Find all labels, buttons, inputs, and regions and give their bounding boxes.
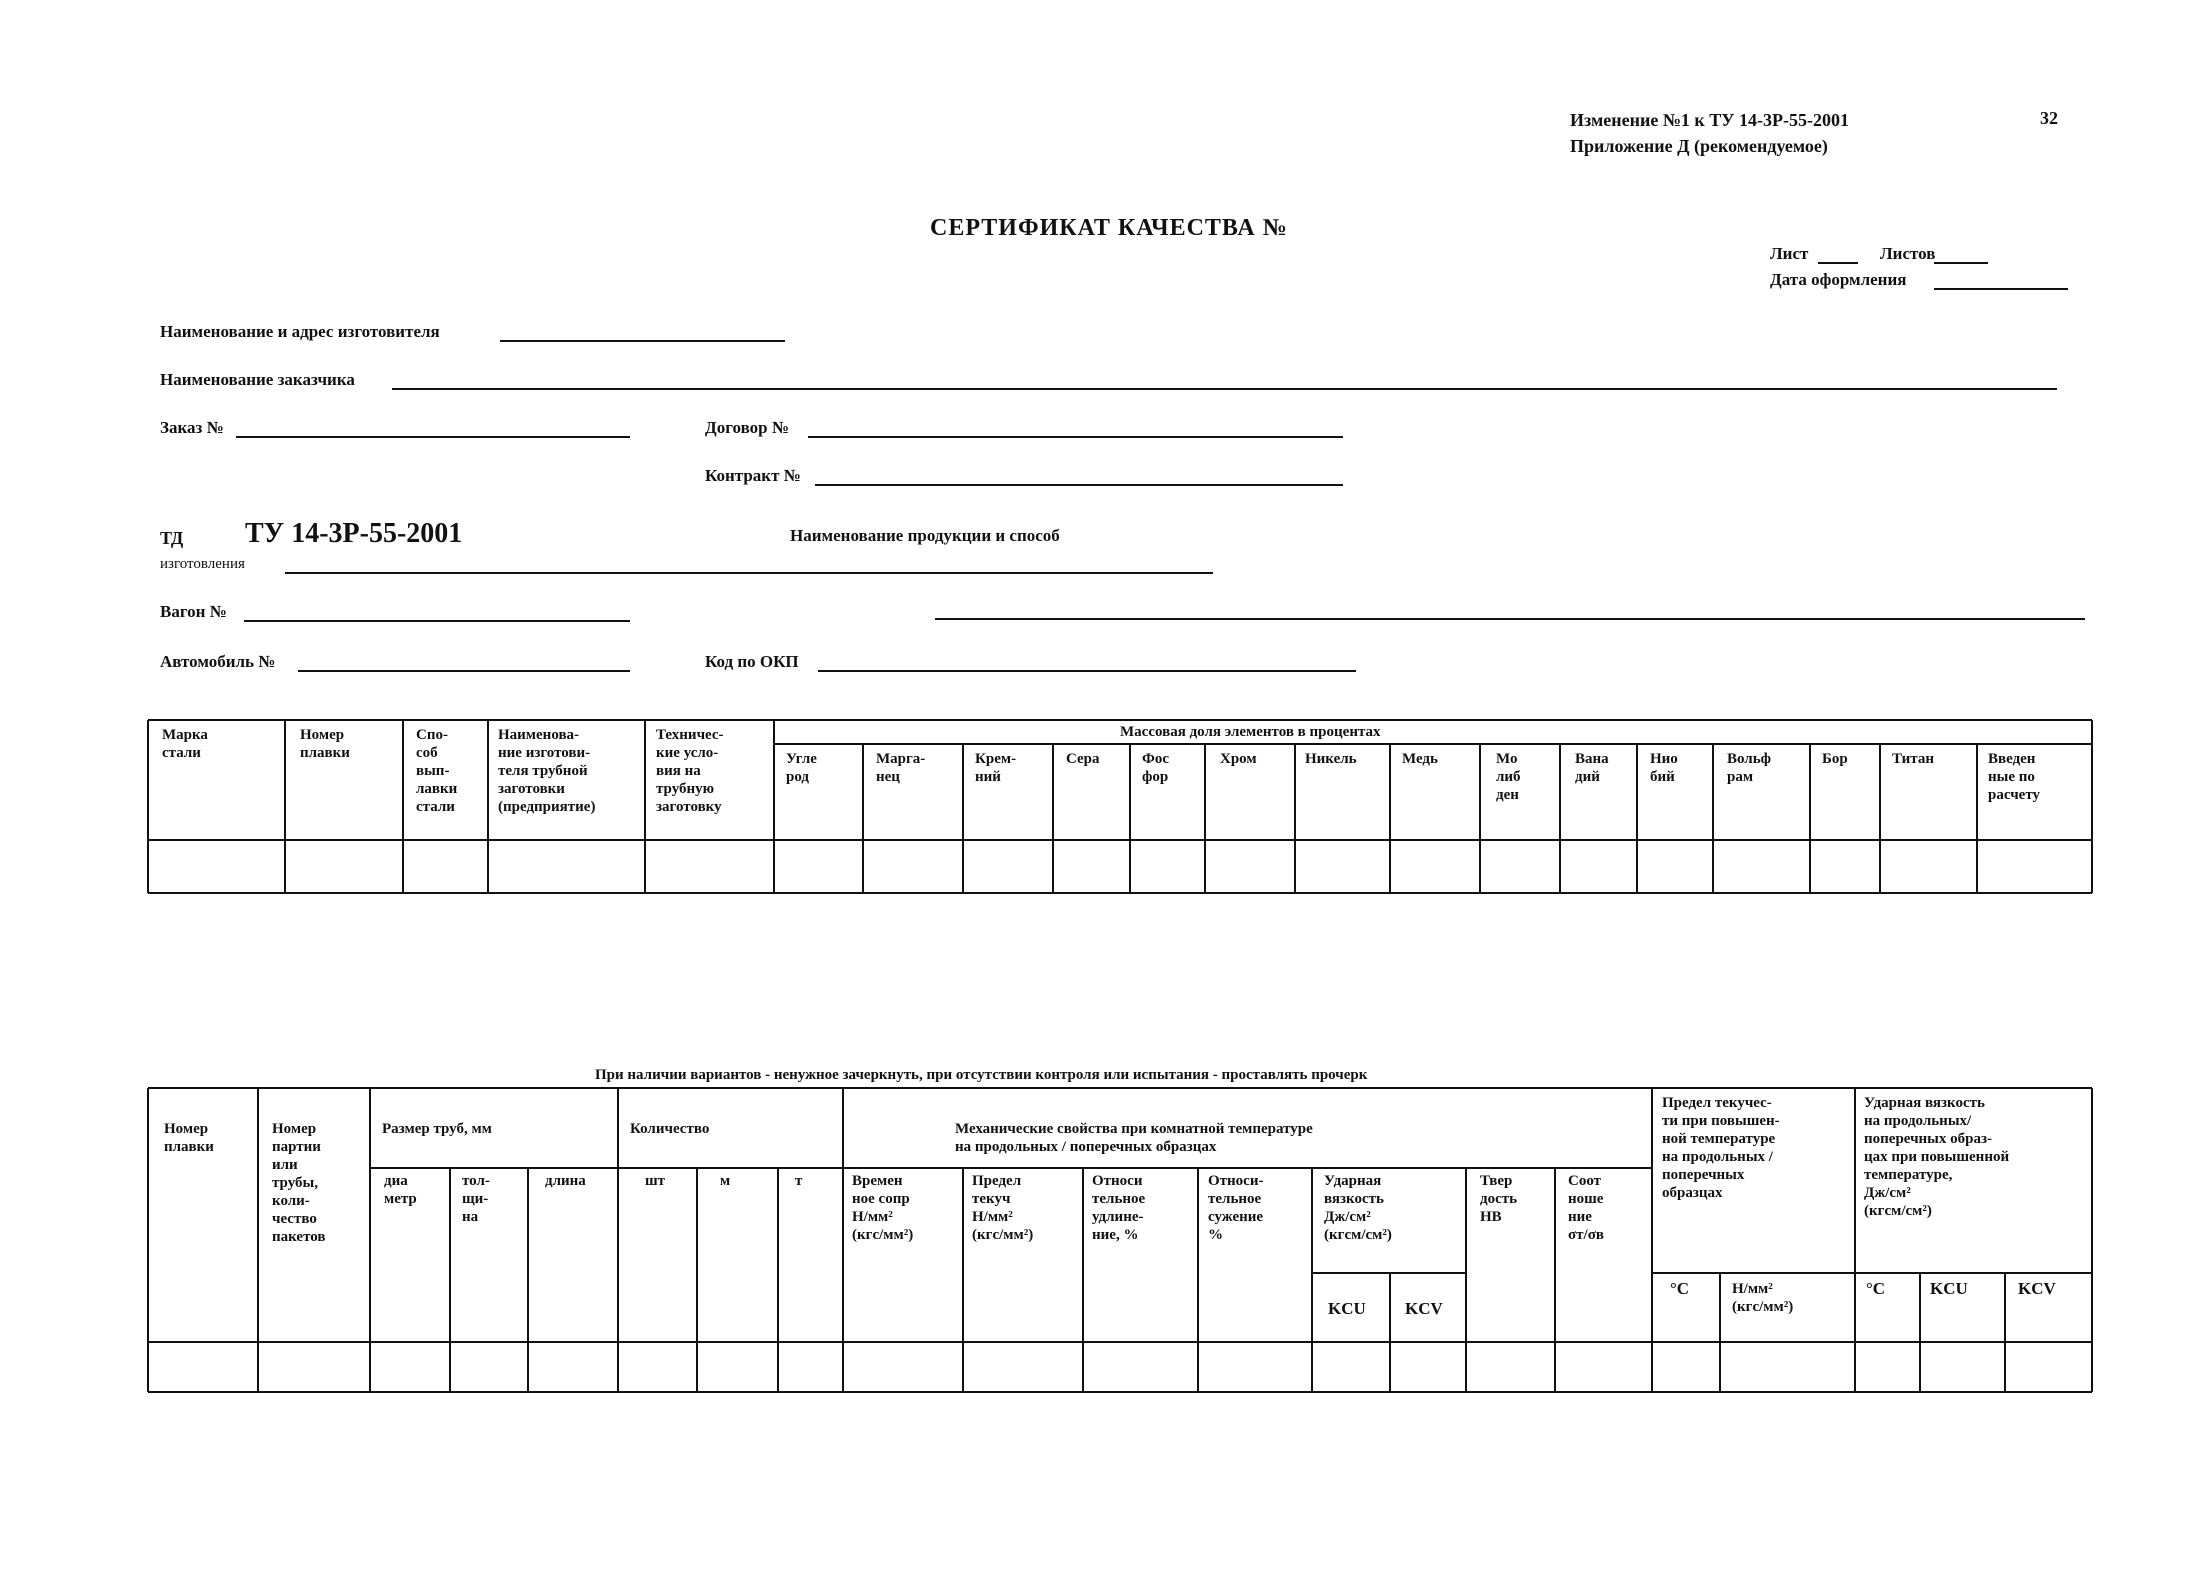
col-yield-strength: Предел текуч Н/мм² (кгс/мм²)	[972, 1173, 1034, 1243]
kontrakt-label: Контракт №	[705, 466, 801, 485]
col-yield-hot-temp: °С	[1670, 1279, 1690, 1298]
col-carbon: Угле род	[786, 751, 817, 785]
td-label: ТД	[160, 528, 184, 548]
date-label: Дата оформления	[1770, 270, 1907, 289]
col-yield-hot-value: Н/мм² (кгс/мм²)	[1732, 1281, 1794, 1315]
col-billet-manufacturer: Наименова- ние изготови- теля трубной заготовки (предприятие)	[498, 727, 596, 815]
col-impact-hot-temp: °С	[1866, 1279, 1886, 1298]
col-nickel: Никель	[1305, 751, 1357, 767]
col-manganese: Марга- нец	[876, 751, 926, 785]
col-boron: Бор	[1822, 751, 1848, 767]
col-technical-conditions: Техничес- кие усло- вия на трубную заготовку	[656, 727, 724, 815]
col-steel-grade: Марка стали	[162, 727, 208, 761]
col-tons: т	[795, 1173, 803, 1189]
col-pieces: шт	[645, 1173, 666, 1189]
dogovor-label: Договор №	[705, 418, 789, 437]
col-impact-strength: Ударная вязкость Дж/см² (кгсм/см²)	[1324, 1173, 1392, 1243]
col-yield-hot: Предел текучес- ти при повышен- ной температуре на продольных / поперечных образцах	[1662, 1095, 1780, 1201]
product-name-label: Наименование продукции и способ	[790, 526, 1060, 545]
col-meters: м	[720, 1173, 731, 1189]
col-smelting-method: Спо- соб вып- лавки стали	[416, 727, 458, 815]
col-length: длина	[545, 1173, 586, 1189]
pipe-size-header: Размер труб, мм	[382, 1121, 492, 1137]
col-kcv: KCV	[1405, 1299, 1443, 1318]
col-kcu: KCU	[1328, 1299, 1366, 1318]
col-diameter: диа метр	[384, 1173, 417, 1207]
col-molybdenum: Мо либ ден	[1496, 751, 1521, 803]
td-value: ТУ 14-3Р-55-2001	[245, 518, 463, 549]
col-phosphorus: Фос фор	[1142, 751, 1170, 785]
col-introduced: Введен ные по расчету	[1988, 751, 2040, 803]
col-silicon: Крем- ний	[975, 751, 1017, 785]
col-heat-number-2: Номер плавки	[164, 1121, 214, 1155]
appendix-note: Приложение Д (рекомендуемое)	[1570, 136, 1828, 156]
col-heat-number: Номер плавки	[300, 727, 350, 761]
sheets-label: Листов	[1880, 244, 1936, 263]
col-tungsten: Вольф рам	[1727, 751, 1772, 785]
table2-caption: При наличии вариантов - ненужное зачеркнуть, при отсутствии контроля или испытания - проставлять прочерк	[595, 1067, 1368, 1083]
okp-label: Код по ОКП	[705, 652, 799, 671]
col-elongation: Относи тельное удлине- ние, %	[1092, 1173, 1146, 1243]
sheet-label: Лист	[1770, 244, 1809, 263]
wagon-label: Вагон №	[160, 602, 227, 621]
col-vanadium: Вана дий	[1575, 751, 1609, 785]
certificate-title: СЕРТИФИКАТ КАЧЕСТВА №	[930, 215, 1288, 241]
col-titanium: Титан	[1892, 751, 1934, 767]
col-niobium: Нио бий	[1650, 751, 1678, 785]
col-impact-hot-kcv: KCV	[2018, 1279, 2056, 1298]
page-number: 32	[2040, 108, 2058, 128]
col-hardness: Твер дость HB	[1480, 1173, 1518, 1225]
col-copper: Медь	[1402, 751, 1438, 767]
mechanical-header: Механические свойства при комнатной температуре на продольных / поперечных образцах	[955, 1121, 1313, 1155]
col-impact-hot: Ударная вязкость на продольных/ поперечных образ- цах при повышенной температуре, Дж/см² (кгсм/см²)	[1864, 1095, 2010, 1219]
car-label: Автомобиль №	[160, 652, 276, 671]
col-ratio: Соот ноше ние σт/σв	[1568, 1173, 1604, 1243]
col-impact-hot-kcu: KCU	[1930, 1279, 1968, 1298]
order-label: Заказ №	[160, 418, 224, 437]
manufacturer-label: Наименование и адрес изготовителя	[160, 322, 440, 341]
col-thickness: тол- щи- на	[462, 1173, 490, 1225]
col-reduction: Относи- тельное сужение %	[1208, 1173, 1264, 1243]
customer-label: Наименование заказчика	[160, 370, 355, 389]
col-batch-number: Номер партии или трубы, коли- чество пакетов	[272, 1121, 326, 1245]
col-tensile-strength: Времен ное сопр Н/мм² (кгс/мм²)	[852, 1173, 914, 1243]
mass-fraction-header: Массовая доля элементов в процентах	[1120, 724, 1381, 740]
col-chromium: Хром	[1220, 751, 1257, 767]
col-sulfur: Сера	[1066, 751, 1100, 767]
manufacture-label: изготовления	[160, 556, 245, 572]
amendment-note: Изменение №1 к ТУ 14-3Р-55-2001	[1570, 110, 1849, 130]
quantity-header: Количество	[630, 1121, 710, 1137]
